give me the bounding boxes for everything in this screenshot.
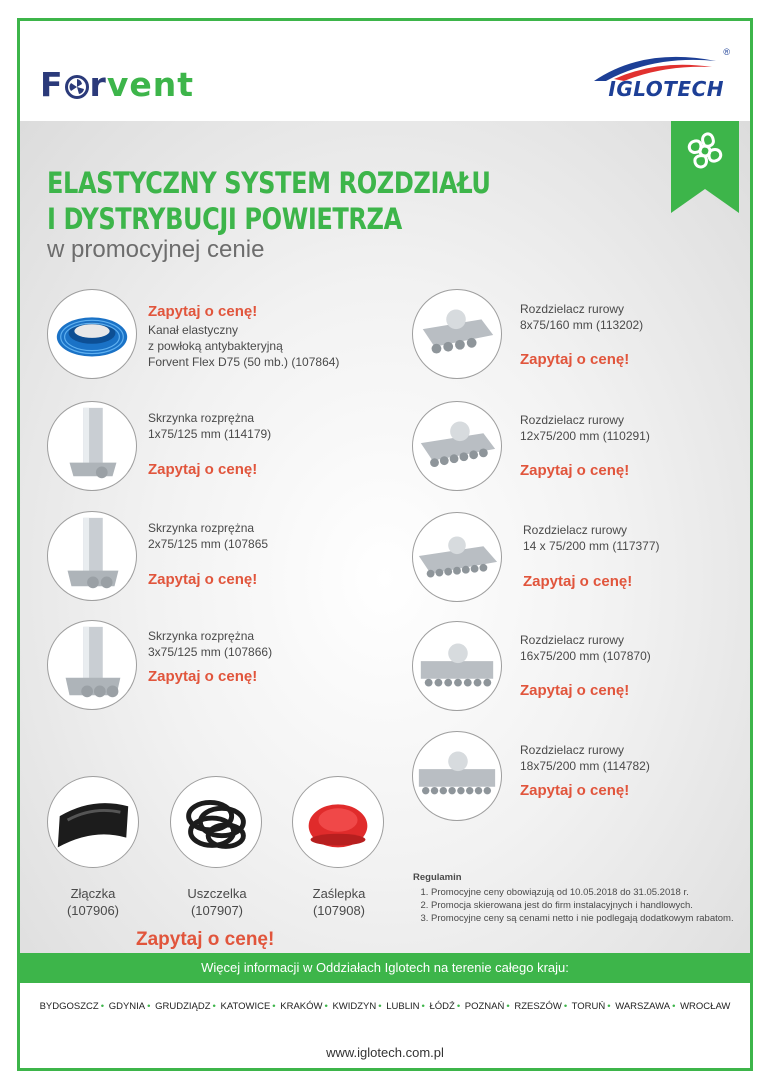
- connector-image: [47, 776, 139, 868]
- ask-price-link[interactable]: Zapytaj o cenę!: [520, 462, 630, 479]
- main-panel: [20, 121, 750, 953]
- city[interactable]: WARSZAWA: [615, 1001, 671, 1012]
- ask-price-link[interactable]: Zapytaj o cenę!: [148, 303, 258, 320]
- city[interactable]: ŁÓDŹ: [429, 1001, 455, 1012]
- connector-label: Złączka (107906): [66, 886, 120, 918]
- city[interactable]: BYDGOSZCZ: [39, 1001, 99, 1012]
- ask-price-link-main[interactable]: Zapytaj o cenę!: [136, 929, 275, 950]
- city[interactable]: GRUDZIĄDZ: [155, 1001, 211, 1012]
- end-cap-label: Zaślepka (107908): [312, 886, 366, 918]
- ask-price-link[interactable]: Zapytaj o cenę!: [520, 782, 630, 799]
- ask-price-link[interactable]: Zapytaj o cenę!: [520, 682, 630, 699]
- forvent-logo: F rvent: [40, 65, 194, 104]
- manifold-14-image: [412, 512, 502, 602]
- product-description: Rozdzielacz rurowy 12x75/200 mm (110291): [520, 413, 650, 443]
- fan-icon: [65, 75, 89, 99]
- end-cap-image: [292, 776, 384, 868]
- city[interactable]: KRAKÓW: [280, 1001, 323, 1012]
- flex-duct-image: [47, 289, 137, 379]
- city[interactable]: KATOWICE: [220, 1001, 271, 1012]
- header: [20, 21, 750, 121]
- city[interactable]: KWIDZYN: [332, 1001, 377, 1012]
- rules-list: [413, 886, 743, 925]
- ask-price-link[interactable]: Zapytaj o cenę!: [520, 351, 630, 368]
- product-description: Rozdzielacz rurowy 16x75/200 mm (107870): [520, 633, 651, 663]
- fan-ribbon-icon: [671, 121, 739, 213]
- product-description: Rozdzielacz rurowy 8x75/160 mm (113202): [520, 302, 644, 332]
- ask-price-link[interactable]: Zapytaj o cenę!: [148, 461, 258, 478]
- rule-item: 1. Promocyjne ceny obowiązują od 10.05.2018 do 31.05.2018 r.: [431, 886, 743, 899]
- product-description: Skrzynka rozprężna 1x75/125 mm (114179): [148, 411, 272, 441]
- product-description: Skrzynka rozprężna 3x75/125 mm (107866): [148, 629, 273, 659]
- city[interactable]: WROCŁAW: [680, 1001, 731, 1012]
- product-description: Skrzynka rozprężna 2x75/125 mm (107865: [148, 521, 269, 551]
- manifold-12-image: [412, 401, 502, 491]
- info-bar: Więcej informacji w Oddziałach Iglotech na terenie całego kraju:: [20, 953, 750, 983]
- ask-price-link[interactable]: Zapytaj o cenę!: [523, 573, 633, 590]
- product-description: Kanał elastyczny z powłoką antybakteryjną Forvent Flex D75 (50 mb.) (107864): [148, 323, 340, 369]
- rule-item: 3. Promocyjne ceny są cenami netto i nie podlegają dodatkowym rabatom.: [431, 912, 743, 925]
- page-frame: [17, 18, 753, 1071]
- product-description: Rozdzielacz rurowy 18x75/200 mm (114782): [520, 743, 650, 773]
- ask-price-link[interactable]: Zapytaj o cenę!: [148, 571, 258, 588]
- plenum-1-image: [47, 401, 137, 491]
- manifold-16-image: [412, 621, 502, 711]
- promo-rules: Regulamin 1. Promocyjne ceny obowiązują od 10.05.2018 do 31.05.2018 r. 2. Promocja skierowana jest do firm instalacyjnych i handlowych. 3. Promocyjne ceny są cenami netto i nie podlegają dodatkowym rabatom.: [413, 871, 743, 925]
- city[interactable]: LUBLIN: [386, 1001, 420, 1012]
- gasket-image: [170, 776, 262, 868]
- page-title: ELASTYCZNY SYSTEM ROZDZIAŁU I DYSTRYBUCJI POWIETRZA: [47, 166, 491, 236]
- page-subtitle: w promocyjnej cenie: [47, 236, 265, 263]
- cities-list: BYDGOSZCZ • GDYNIA • GRUDZIĄDZ • KATOWICE • KRAKÓW • KWIDZYN • LUBLIN • ŁÓDŹ • POZNAŃ • RZESZÓW • TORUŃ • WARSZAWA • WROCŁAW: [39, 1001, 731, 1012]
- city[interactable]: TORUŃ: [571, 1001, 606, 1012]
- ask-price-link[interactable]: Zapytaj o cenę!: [148, 668, 258, 685]
- iglotech-logo: ® IGLOTECH: [584, 49, 724, 101]
- plenum-2-image: [47, 511, 137, 601]
- manifold-18-image: [412, 731, 502, 821]
- rule-item: 2. Promocja skierowana jest do firm instalacyjnych i handlowych.: [431, 899, 743, 912]
- city[interactable]: POZNAŃ: [464, 1001, 505, 1012]
- manifold-8-image: [412, 289, 502, 379]
- product-description: Rozdzielacz rurowy 14 x 75/200 mm (117377): [523, 523, 660, 553]
- plenum-3-image: [47, 620, 137, 710]
- gasket-label: Uszczelka (107907): [187, 886, 247, 918]
- city[interactable]: GDYNIA: [108, 1001, 146, 1012]
- website-link[interactable]: www.iglotech.com.pl: [326, 1045, 444, 1060]
- city[interactable]: RZESZÓW: [514, 1001, 562, 1012]
